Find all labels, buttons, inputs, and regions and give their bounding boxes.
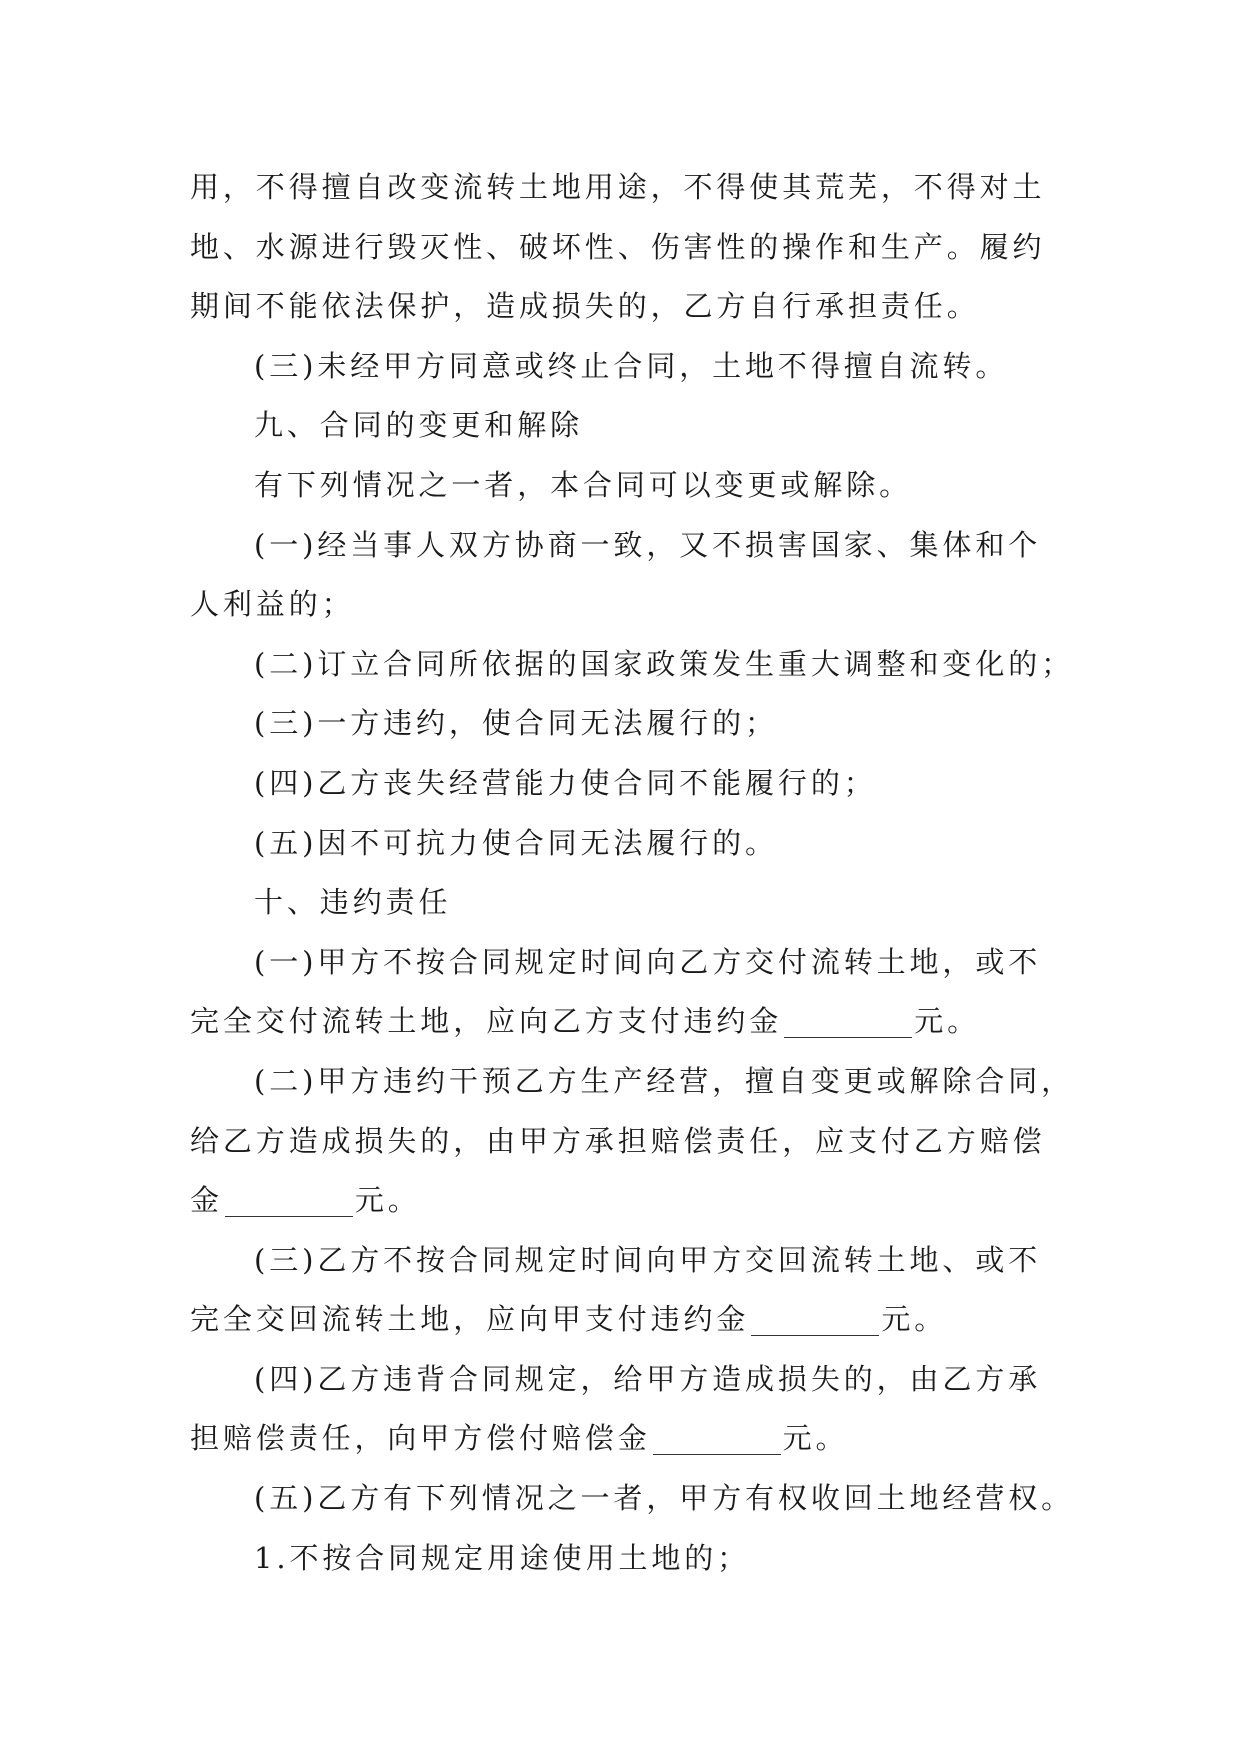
line-suffix-text: 元。 <box>881 1302 948 1337</box>
text-line <box>190 933 1050 993</box>
fill-in-blank <box>784 1036 912 1038</box>
line-text: (三)未经甲方同意或终止合同，土地不得擅自流转。 <box>254 348 1009 383</box>
line-text: 十、违约责任 <box>254 885 452 920</box>
text-line <box>190 396 1050 456</box>
text-line <box>190 1052 1075 1112</box>
text-line <box>190 1171 1050 1231</box>
text-line <box>190 1290 1050 1350</box>
text-line <box>190 158 1050 218</box>
text-line <box>190 1409 1050 1469</box>
line-text: 担赔偿责任，向甲方偿付赔偿金 <box>190 1421 651 1456</box>
line-text: 期间不能依法保护，造成损失的，乙方自行承担责任。 <box>190 289 980 324</box>
line-text: 金 <box>190 1183 223 1218</box>
text-line <box>190 754 1050 814</box>
document-body <box>190 158 1075 1588</box>
line-text: (三)乙方不按合同规定时间向甲方交回流转土地、或不 <box>254 1242 1042 1277</box>
text-line <box>190 516 1050 576</box>
text-line <box>190 1112 1050 1172</box>
text-line <box>190 1231 1050 1291</box>
line-text: (三)一方违约，使合同无法履行的； <box>254 706 778 741</box>
text-line <box>190 456 1050 516</box>
line-text: (四)乙方违背合同规定，给甲方造成损失的，由乙方承 <box>254 1361 1042 1396</box>
line-suffix-text: 元。 <box>782 1421 849 1456</box>
text-line <box>190 277 1050 337</box>
text-line <box>190 873 1050 933</box>
line-text: (二)订立合同所依据的国家政策发生重大调整和变化的； <box>254 646 1075 681</box>
line-suffix-text: 元。 <box>354 1183 421 1218</box>
text-line <box>190 337 1050 397</box>
text-line <box>190 1469 1075 1529</box>
line-text: (五)因不可抗力使合同无法履行的。 <box>254 825 778 860</box>
text-line <box>190 694 1050 754</box>
line-text: 用，不得擅自改变流转土地用途，不得使其荒芜，不得对土 <box>190 170 1046 204</box>
text-line <box>190 1350 1050 1410</box>
fill-in-blank <box>751 1334 879 1336</box>
text-line <box>190 1529 1050 1589</box>
line-text: 有下列情况之一者，本合同可以变更或解除。 <box>254 467 913 502</box>
line-text: (二)甲方违约干预乙方生产经营，擅自变更或解除合同， <box>254 1063 1075 1098</box>
line-text: (一)甲方不按合同规定时间向乙方交付流转土地，或不 <box>254 944 1042 979</box>
line-suffix-text: 元。 <box>914 1004 981 1039</box>
line-text: (四)乙方丧失经营能力使合同不能履行的； <box>254 765 877 800</box>
text-line <box>190 575 1050 635</box>
line-text: 给乙方造成损失的，由甲方承担赔偿责任，应支付乙方赔偿 <box>190 1123 1046 1158</box>
line-text: 地、水源进行毁灭性、破坏性、伤害性的操作和生产。履约 <box>190 229 1046 264</box>
line-text: 1.不按合同规定用途使用土地的； <box>254 1540 751 1575</box>
text-line <box>190 992 1050 1052</box>
line-text: 完全交回流转土地，应向甲支付违约金 <box>190 1302 750 1337</box>
text-line <box>190 814 1050 874</box>
line-text: (五)乙方有下列情况之一者，甲方有权收回土地经营权。 <box>254 1481 1075 1516</box>
fill-in-blank <box>653 1453 781 1455</box>
line-text: 人利益的； <box>190 587 355 622</box>
line-text: (一)经当事人双方协商一致，又不损害国家、集体和个 <box>254 527 1042 562</box>
text-line <box>190 218 1050 278</box>
line-text: 完全交付流转土地，应向乙方支付违约金 <box>190 1004 783 1039</box>
text-line <box>190 635 1075 695</box>
fill-in-blank <box>225 1215 353 1217</box>
line-text: 九、合同的变更和解除 <box>254 408 584 443</box>
